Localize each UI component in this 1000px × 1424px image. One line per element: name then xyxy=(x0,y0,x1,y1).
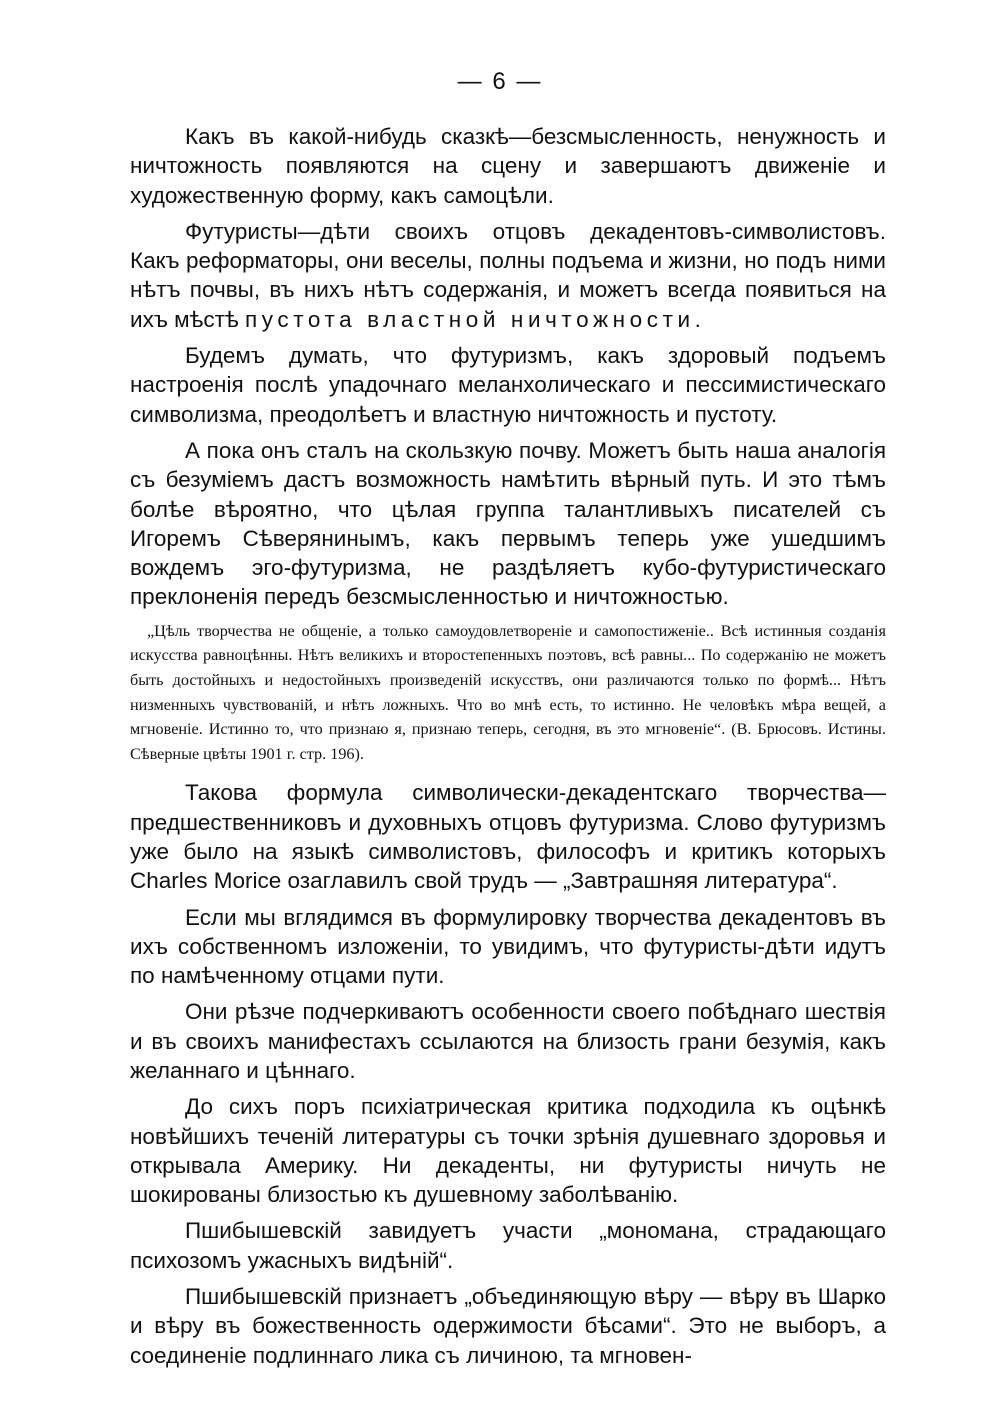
paragraph: Они рѣзче подчеркиваютъ особенности своего побѣднаго шествія и въ своихъ манифестахъ ссылаются на близость грани безумія, какъ желаннаго и цѣннаго. xyxy=(130,999,886,1083)
paragraph: До сихъ поръ психіатрическая критика подходила къ оцѣнкѣ новѣйшихъ теченій литературы съ точки зрѣнія душевнаго здоровья и открывала Америку. Ни декаденты, ни футуристы ничуть не шокированы близостью къ душевному заболѣванію. xyxy=(130,1094,886,1208)
paragraph: Будемъ думать, что футуризмъ, какъ здоровый подъемъ настроенія послѣ упадочнаго меланхолическаго и пессимистическаго символизма, преодолѣетъ и властную ничтожность и пустоту. xyxy=(130,343,886,427)
paragraph: Пшибышевскій завидуетъ участи „мономана, страдающаго психозомъ ужасныхъ видѣній“. xyxy=(130,1218,886,1273)
paragraph: Пшибышевскій признаетъ „объединяющую вѣру — вѣру въ Шарко и вѣру въ божественность одержимости бѣсами“. Это не выборъ, а соединеніе подлиннаго лика съ личиною, та мгновен- xyxy=(130,1284,886,1368)
paragraph: Такова формула символически-декадентскаго творчества—предшественниковъ и духовныхъ отцовъ футуризма. Слово футуризмъ уже было на языкѣ символистовъ, философъ и критикъ которыхъ Charles Morice озаглавилъ свой трудъ — „Завтрашняя литература“. xyxy=(130,780,886,894)
paragraph: Если мы вглядимся въ формулировку творчества декадентовъ въ ихъ собственномъ изложеніи, то увидимъ, что футуристы-дѣти идутъ по намѣченному отцами пути. xyxy=(130,904,886,989)
paragraph xyxy=(130,217,886,334)
page-number: — 6 — xyxy=(457,68,543,95)
paragraph-text: Футуристы—дѣти своихъ отцовъ декадентовъ-символистовъ. Какъ реформаторы, они веселы, полны подъема и жизни, но подъ ними нѣтъ почвы, въ нихъ нѣтъ содержанія, и можетъ всегда появиться на ихъ мѣстѣ xyxy=(130,218,886,332)
block-quote: „Цѣль творчества не общеніе, а только самоудовлетвореніе и самопостиженіе.. Всѣ истинныя созданія искусства равноцѣнны. Нѣтъ великихъ и второстепенныхъ поэтовъ, всѣ равны... По содержанію не можетъ быть достойныхъ и недостойныхъ произведеній искусствъ, они различаются только по формѣ... Нѣтъ низменныхъ чувствованій, и нѣтъ ложныхъ. Что во мнѣ есть, то истинно. Не человѣкъ мѣра вещей, а мгновеніе. Истинно то, что признаю я, признаю теперь, сегодня, въ это мгновеніе“. (В. Брюсовъ. Истины. Сѣверные цвѣты 1901 г. стр. 196). xyxy=(130,621,886,763)
paragraph: Какъ въ какой-нибудь сказкѣ—безсмысленность, ненужность и ничтожность появляются на сцену и завершаютъ движеніе и художественную форму, какъ самоцѣли. xyxy=(130,124,886,208)
body-text xyxy=(130,122,886,1377)
paragraph: А пока онъ сталъ на скользкую почву. Можетъ быть наша аналогія съ безуміемъ дастъ возможность намѣтить вѣрный путь. И это тѣмъ болѣе вѣроятно, что цѣлая группа талантливыхъ писателей съ Игоремъ Сѣверянинымъ, какъ первымъ теперь уже ушедшимъ вождемъ эго-футуризма, не раздѣляетъ кубо-футуристическаго преклоненія передъ безсмысленностью и ничтожностью. xyxy=(130,437,886,610)
emphasized-text: пустота властной ничтожности. xyxy=(245,306,706,332)
